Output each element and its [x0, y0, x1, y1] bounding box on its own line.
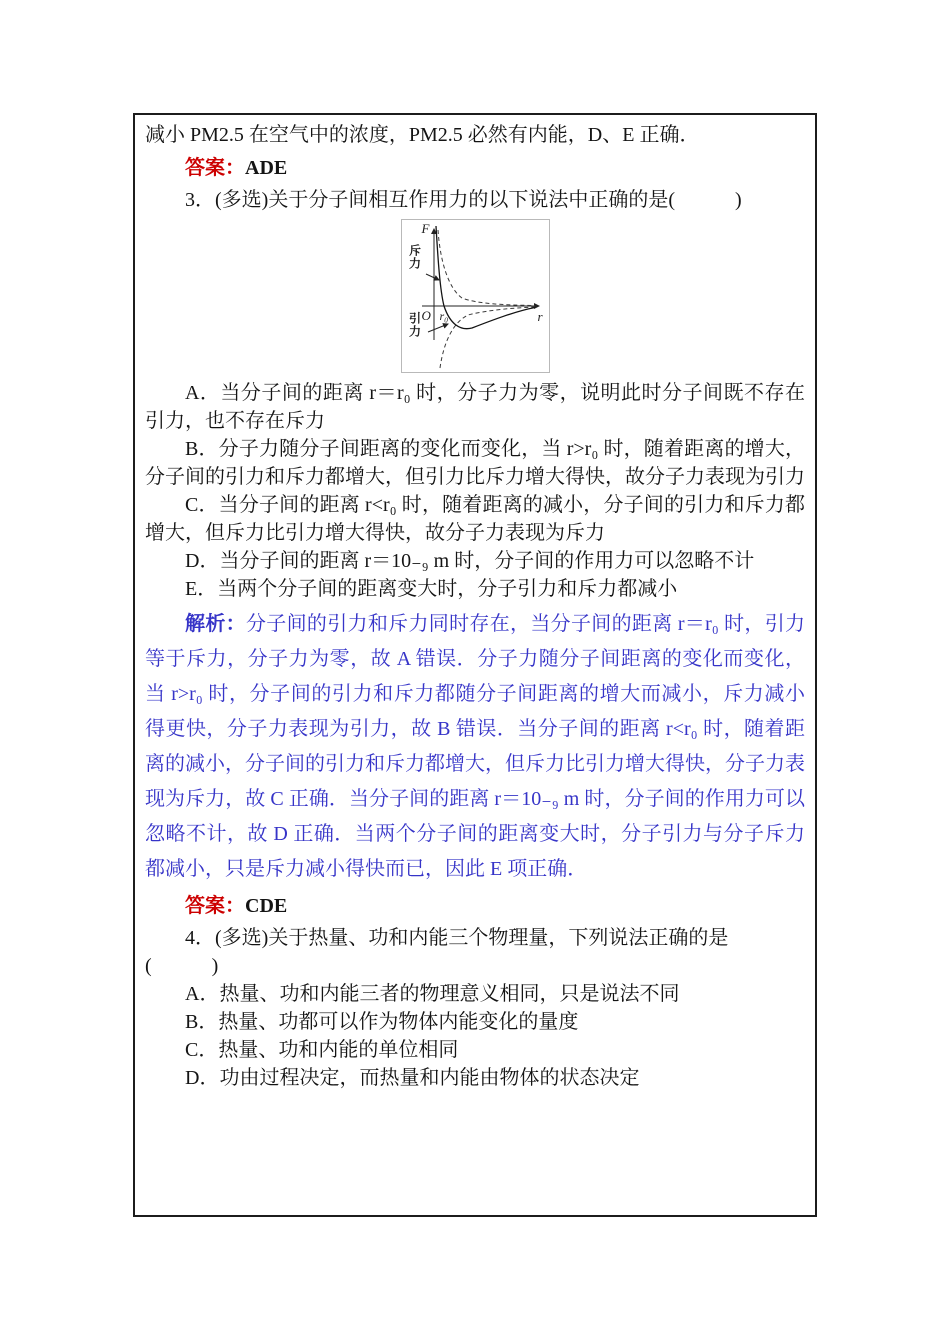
answer-label-q3: 答案： — [185, 895, 245, 917]
answer-line-q2 — [145, 153, 805, 183]
question-4-stem: 4．(多选)关于热量、功和内能三个物理量，下列说法正确的是 — [185, 927, 729, 949]
analysis-label: 解析： — [185, 613, 246, 635]
continuation-text: 减小 PM2.5 在空气中的浓度，PM2.5 必然有内能，D、E 正确． — [145, 124, 700, 146]
resultant-force-curve — [436, 226, 535, 329]
attraction-curve — [440, 307, 535, 368]
attraction-pointer-arrow — [428, 324, 448, 332]
content-frame — [133, 113, 817, 1217]
question-3-stem: 3．(多选)关于分子间相互作用力的以下说法中正确的是( ) — [185, 189, 742, 211]
q4-option-d: D．功由过程决定，而热量和内能由物体的状态决定 — [185, 1067, 640, 1089]
analysis-text: 分子间的引力和斥力同时存在，当分子间的距离 r＝r₀ 时，引力等于斥力，分子力为零，故 A 错误．分子力随分子间距离的变化而变化，当 r>r₀ 时，分子间的引力和斥力都随分子间距离的增大而减小，斥力减小得更快，分子力表现为引力，故 B 错误．当分子间的距离 r<r₀ 时，随着距离的减小，分子间的引力和斥力都增大，但斥力比引力增大得快，分子力表现为斥力，故 C 正确．当分子间的距离 r＝10₋₉ m 时，分子间的作用力可以忽略不计，故 D 正确．当两个分子间的距离变大时，分子引力与分子斥力都减小，只是斥力减小得快而已，因此 E 项正确． — [145, 613, 806, 880]
q3-option-a: A．当分子间的距离 r＝r₀ 时，分子力为零，说明此时分子间既不存在引力，也不存在斥力 — [145, 382, 805, 432]
q3-option-c: C．当分子间的距离 r<r₀ 时，随着距离的减小，分子间的引力和斥力都增大，但斥力比引力增大得快，故分子力表现为斥力 — [145, 494, 805, 544]
q3-option-b: B．分子力随分子间距离的变化而变化，当 r>r₀ 时，随着距离的增大，分子间的引力和斥力都增大，但引力比斥力增大得快，故分子力表现为引力 — [145, 438, 805, 488]
q4-option-b: B．热量、功都可以作为物体内能变化的量度 — [185, 1011, 579, 1033]
q4-option-a: A．热量、功和内能三者的物理意义相同，只是说法不同 — [185, 983, 680, 1005]
r-axis-label: r — [537, 309, 543, 324]
answer-label: 答案： — [185, 157, 245, 179]
answer-value-q3: CDE — [245, 895, 288, 917]
question-4-paren: ( ) — [145, 955, 219, 977]
q3-analysis — [145, 607, 805, 887]
q3-option-e: E．当两个分子间的距离变大时，分子引力和斥力都减小 — [185, 578, 678, 600]
q3-option-d: D．当分子间的距离 r＝10₋₉ m 时，分子间的作用力可以忽略不计 — [185, 550, 755, 572]
r0-label: r₀ — [439, 309, 449, 323]
repulsion-curve — [438, 230, 535, 306]
answer-line-q3 — [145, 891, 805, 921]
force-curve-svg — [402, 220, 549, 372]
q4-option-c: C．热量、功和内能的单位相同 — [185, 1039, 459, 1061]
answer-value: ADE — [245, 157, 288, 179]
repulsion-label: 斥力 — [407, 244, 422, 270]
molecular-force-diagram — [401, 219, 550, 373]
origin-label: O — [421, 308, 431, 323]
f-axis-label: F — [421, 221, 430, 236]
attraction-label: 引力 — [407, 312, 422, 338]
repulsion-pointer-arrow — [426, 274, 439, 280]
